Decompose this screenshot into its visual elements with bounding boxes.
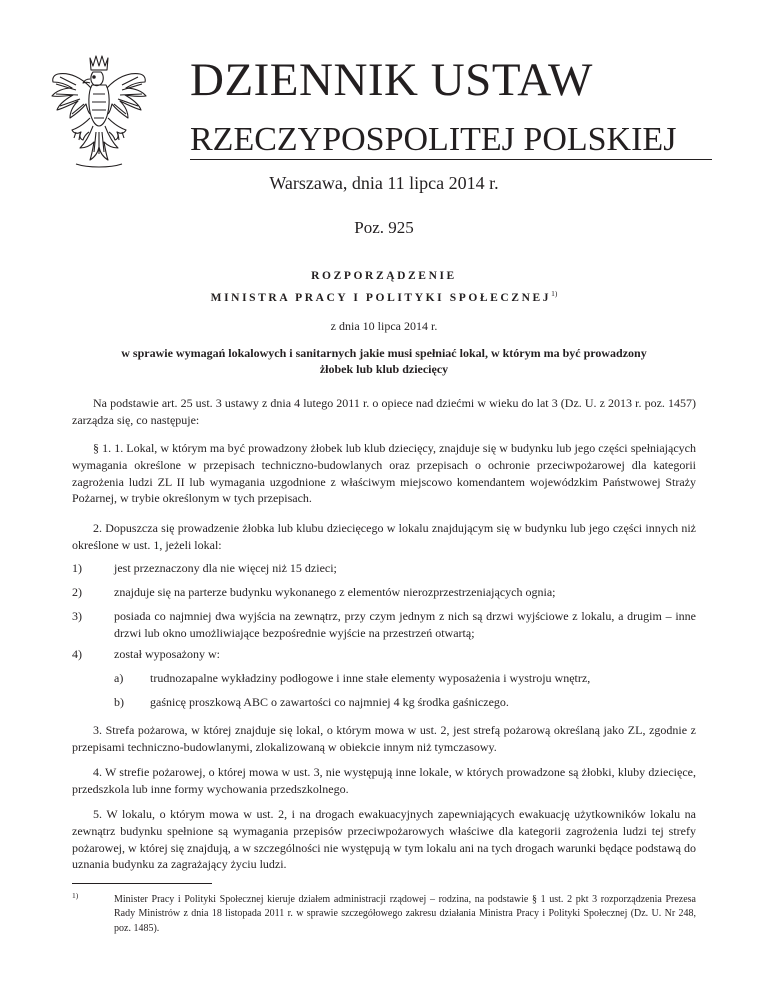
polish-eagle-emblem-icon bbox=[46, 52, 152, 178]
paragraph-1-section-4: 4. W strefie pożarowej, o której mowa w ust. 3, nie występują inne lokale, w których prowadzone są żłobki, kluby dziecięce, przedszkola lub inne formy wychowania przedszkolnego. bbox=[72, 765, 696, 796]
paragraph-1-section-3: 3. Strefa pożarowa, w której znajduje się lokal, o którym mowa w ust. 2, jest strefą pożarową określaną jako ZL, zgodnie z przepisami techniczno-budowlanymi, zlokalizowaną w obiekcie innym niż tymczasowy. bbox=[72, 723, 696, 754]
list-item-text: znajduje się na parterze budynku wykonanego z elementów nierozprzestrzeniających ognia; bbox=[114, 585, 556, 599]
list-item-number: 2) bbox=[72, 585, 82, 599]
issuer-heading bbox=[72, 286, 696, 306]
position-number: Poz. 925 bbox=[354, 218, 414, 237]
list-item-text: został wyposażony w: bbox=[114, 647, 220, 661]
footnote-divider bbox=[72, 883, 212, 884]
issuer-name: MINISTRA PRACY I POLITYKI SPOŁECZNEJ bbox=[210, 291, 552, 304]
list-item-text: jest przeznaczony dla nie więcej niż 15 dzieci; bbox=[114, 561, 337, 575]
act-subject-line: żłobek lub klub dziecięcy bbox=[319, 362, 449, 376]
list-item-number: 4) bbox=[72, 647, 82, 661]
act-subject-line: w sprawie wymagań lokalowych i sanitarnych jakie musi spełniać lokal, w którym ma być prowadzony bbox=[121, 346, 647, 360]
footnote-reference: 1) bbox=[551, 289, 558, 298]
paragraph-1-section-2: 2. Dopuszcza się prowadzenie żłobka lub klubu dziecięcego w lokalu znajdującym się w budynku lub jego części innych niż określone w ust. 1, jeżeli lokal: bbox=[72, 521, 696, 552]
act-date: z dnia 10 lipca 2014 r. bbox=[330, 319, 438, 333]
paragraph-1-section-5: 5. W lokalu, o którym mowa w ust. 2, i na drogach ewakuacyjnych zapewniających ewakuację użytkowników lokalu na zewnątrz budynku spełnione są wymagania przepisów przeciwpożarowych właściwe dla kategorii zagrożenia ludzi tej strefy pożarowej, w której się znajdują, a w szczególności nie występują w tym lokalu ani na tych drogach warunki będące podstawą do uznania budynku za zagrażający życiu ludzi. bbox=[72, 807, 696, 872]
footnote-text: Minister Pracy i Polityki Społecznej kieruje działem administracji rządowej – rodzina, na podstawie § 1 ust. 2 pkt 3 rozporządzenia Prezesa Rady Ministrów z dnia 18 listopada 2011 r. w sprawie szczegółowego zakresu działania Ministra Pracy i Polityki Społecznej (Dz. U. Nr 248, poz. 1485). bbox=[114, 894, 696, 934]
footnote-mark: 1) bbox=[72, 891, 79, 900]
sub-item-text: gaśnicę proszkową ABC o zawartości co najmniej 4 kg środka gaśniczego. bbox=[150, 695, 509, 709]
act-type-heading: ROZPORZĄDZENIE bbox=[311, 270, 457, 282]
sub-item-text: trudnozapalne wykładziny podłogowe i inne stałe elementy wyposażenia i wystroju wnętrz, bbox=[150, 671, 591, 685]
masthead-subtitle: RZECZYPOSPOLITEJ POLSKIEJ bbox=[190, 121, 677, 158]
paragraph-1-section-1: § 1. 1. Lokal, w którym ma być prowadzony żłobek lub klub dziecięcy, znajduje się w budynku lub jego części spełniających wymagania określone w przepisach techniczno-budowlanych oraz przepisach o ochronie przeciwpożarowej dla kategorii zagrożenia ludzi ZL II lub wymagania uzgodnione z właściwym miejscowo komendantem wojewódzkim Państwowej Straży Pożarnej, w trybie określonym w tych przepisach. bbox=[72, 441, 696, 506]
issue-date: Warszawa, dnia 11 lipca 2014 r. bbox=[269, 173, 499, 193]
masthead-divider bbox=[190, 159, 712, 160]
act-subject bbox=[72, 345, 696, 377]
list-item-text: posiada co najmniej dwa wyjścia na zewnątrz, przy czym jednym z nich są drzwi wyjściowe z lokalu, a drugim – inne drzwi lub okno umożliwiające bezpośrednie wyjście na przestrzeń otwartą; bbox=[114, 609, 696, 640]
list-item-number: 1) bbox=[72, 561, 82, 575]
sub-item-letter: a) bbox=[114, 671, 124, 685]
sub-item-letter: b) bbox=[114, 695, 124, 709]
preamble-paragraph: Na podstawie art. 25 ust. 3 ustawy z dnia 4 lutego 2011 r. o opiece nad dziećmi w wieku do lat 3 (Dz. U. z 2013 r. poz. 1457) zarządza się, co następuje: bbox=[72, 396, 696, 427]
masthead-title: DZIENNIK USTAW bbox=[190, 54, 593, 106]
list-item-number: 3) bbox=[72, 609, 82, 623]
